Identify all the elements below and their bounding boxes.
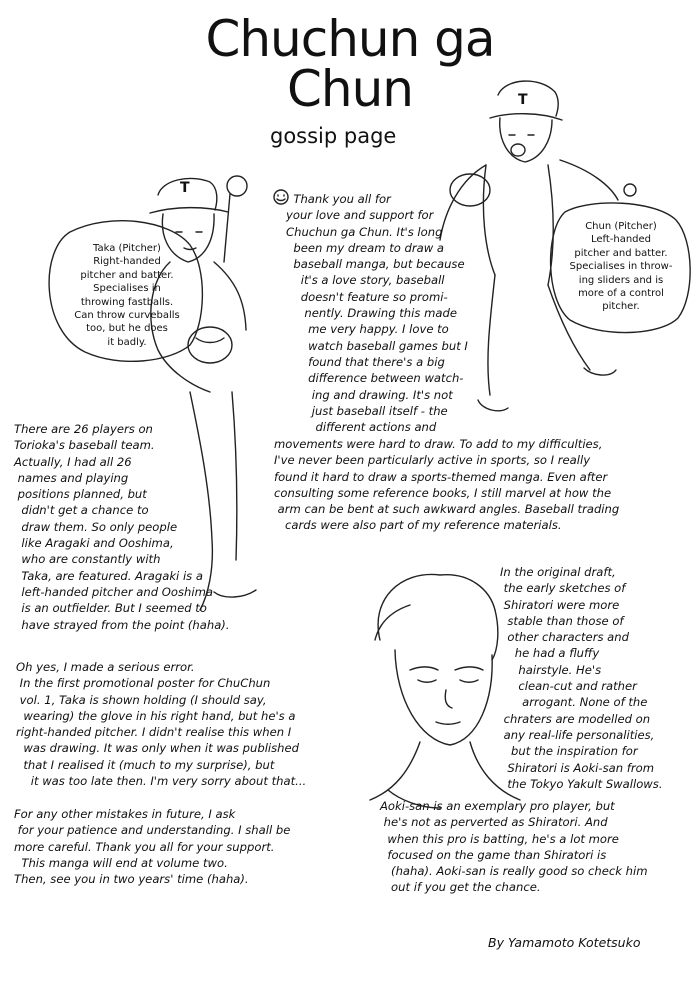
error-paragraph: Oh yes, I made a serious error. In the first promotional poster for ChuChun vol. 1, Taka is shown holding (I should say, wearing) the glove in his right hand, but he's a right-handed pitcher. I didn't realise this when I was drawing. It was only when it was published that I realised it (much to my surprise), but it was too late then. I'm very sorry about that... xyxy=(16,660,307,789)
title-line-1: Chuchun ga xyxy=(205,10,495,68)
team-paragraph: There are 26 players on Torioka's baseball team. Actually, I had all 26 names and playing positions planned, but didn't get a chance to draw them. So only people like Aragaki and Ooshima, who are constantly with Taka, are featured. Aragaki is a left-handed pitcher and Ooshima is an outfielder. But I seemed to have strayed from the point (haha). xyxy=(14,422,230,632)
intro-paragraph: Thank you all for your love and support for Chuchun ga Chun. It's long been my dream to draw a baseball manga, but because it's a love story, baseball doesn't feature so promi- nently. Drawing this made me very happy. I love to watch baseball games but I found that there's a big difference between watch- ing and drawing. It's not just baseball itself - the different actions and xyxy=(286,192,468,435)
chun-cap-letter: T xyxy=(518,92,528,108)
closing-paragraph: For any other mistakes in future, I ask for your patience and understanding. I shall be more careful. Thank you all for your support. This manga will end at volume two. Then, see you in two years' time (haha). xyxy=(14,807,291,887)
aoki-paragraph: Aoki-san is an exemplary pro player, but he's not as perverted as Shiratori. And when this pro is batting, he's a lot more focused on the game than Shiratori is (haha). Aoki-san is really good so check him out if you get the chance. xyxy=(380,799,648,895)
title-line-2: Chun xyxy=(287,60,413,118)
taka-bubble-text: Taka (Pitcher) Right-handed pitcher and batter. Specialises in throwing fastballs. Can throw curveballs too, but he does it badly. xyxy=(74,243,180,348)
author-signature: By Yamamoto Kotetsuko xyxy=(488,935,641,950)
shiratori-portrait-illustration xyxy=(370,574,520,808)
draft-paragraph: In the original draft, the early sketches of Shiratori were more stable than those of other characters and he had a fluffy hairstyle. He's clean-cut and rather arrogant. None of the chraters are modelled on any real-life personalities, but the inspiration for Shiratori is Aoki-san from the Tokyo Yakult Swallows. xyxy=(500,565,663,791)
intro-continuation-paragraph: movements were hard to draw. To add to my difficulties, I've never been particularly active in sports, so I really found it hard to draw a sports-themed manga. Even after consulting some reference books, I still marvel at how the arm can be bent at such awkward angles. Baseball trading cards were also part of my reference materials. xyxy=(274,437,620,533)
page-subtitle: gossip page xyxy=(270,124,397,148)
taka-cap-letter: T xyxy=(180,180,190,196)
chun-bubble-text: Chun (Pitcher) Left-handed pitcher and batter. Specialises in throw- ing sliders and is more of a control pitcher. xyxy=(569,221,673,313)
